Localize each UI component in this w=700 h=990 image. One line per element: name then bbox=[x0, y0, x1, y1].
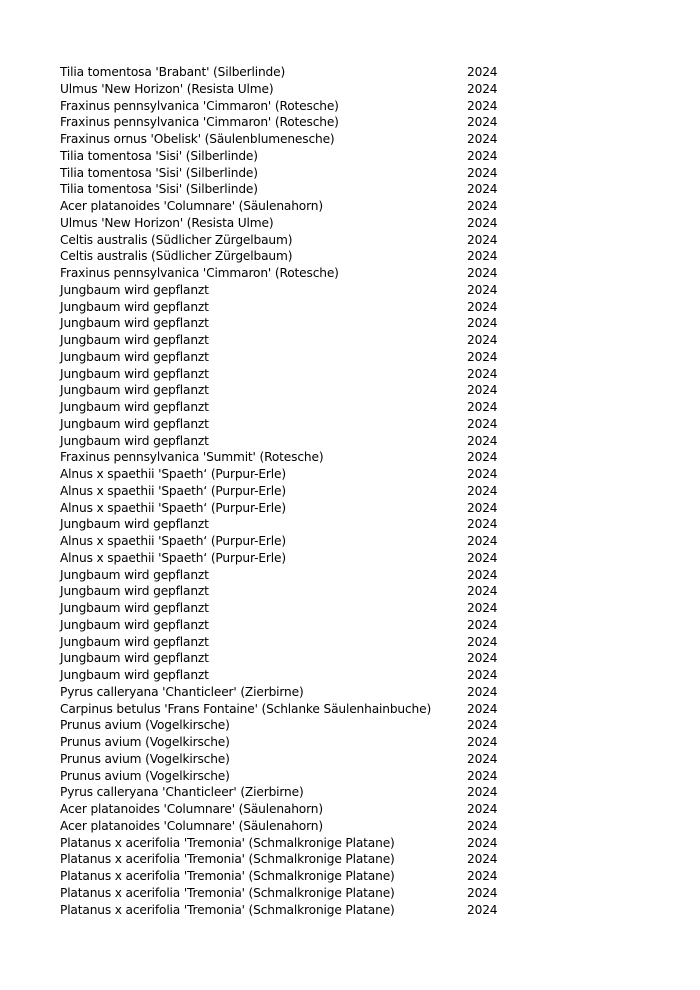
tree-species-cell: Platanus x acerifolia 'Tremonia' (Schmalkronige Platane) bbox=[60, 852, 395, 867]
table-row bbox=[60, 299, 520, 316]
planting-year-cell: 2024 bbox=[467, 567, 498, 582]
table-row bbox=[60, 215, 520, 232]
tree-species-cell: Jungbaum wird gepflanzt bbox=[60, 584, 209, 599]
tree-species-cell: Jungbaum wird gepflanzt bbox=[60, 668, 209, 682]
planting-year-cell: 2024 bbox=[467, 869, 498, 883]
table-row bbox=[60, 701, 520, 718]
planting-year-cell: 2024 bbox=[467, 416, 498, 431]
planting-year-cell: 2024 bbox=[467, 885, 498, 900]
table-row bbox=[60, 181, 520, 198]
planting-year-cell: 2024 bbox=[467, 433, 498, 448]
planting-year-cell: 2024 bbox=[467, 383, 498, 398]
table-row bbox=[60, 483, 520, 500]
planting-year-cell: 2024 bbox=[467, 550, 498, 565]
planting-year-cell: 2024 bbox=[467, 617, 498, 632]
tree-species-cell: Fraxinus pennsylvanica 'Cimmaron' (Rotesche) bbox=[60, 266, 339, 280]
table-row bbox=[60, 198, 520, 215]
table-row bbox=[60, 818, 520, 835]
table-row bbox=[60, 148, 520, 165]
tree-species-cell: Jungbaum wird gepflanzt bbox=[60, 282, 209, 297]
tree-species-cell: Alnus x spaethii 'Spaeth‘ (Purpur-Erle) bbox=[60, 550, 286, 565]
table-row bbox=[60, 399, 520, 416]
planting-year-cell: 2024 bbox=[467, 349, 498, 364]
table-row bbox=[60, 315, 520, 332]
table-row bbox=[60, 248, 520, 265]
tree-species-cell: Ulmus 'New Horizon' (Resista Ulme) bbox=[60, 215, 274, 230]
planting-year-cell: 2024 bbox=[467, 802, 498, 816]
table-row bbox=[60, 868, 520, 885]
planting-year-cell: 2024 bbox=[467, 768, 498, 783]
planting-year-cell: 2024 bbox=[467, 65, 498, 79]
planting-year-cell: 2024 bbox=[467, 232, 498, 247]
tree-species-cell: Jungbaum wird gepflanzt bbox=[60, 316, 209, 331]
planting-year-cell: 2024 bbox=[467, 534, 498, 548]
tree-species-cell: Jungbaum wird gepflanzt bbox=[60, 383, 209, 398]
tree-species-cell: Pyrus calleryana 'Chanticleer' (Zierbirne) bbox=[60, 684, 304, 699]
tree-species-cell: Alnus x spaethii 'Spaeth‘ (Purpur-Erle) bbox=[60, 483, 286, 498]
tree-species-cell: Jungbaum wird gepflanzt bbox=[60, 617, 209, 632]
tree-species-cell: Jungbaum wird gepflanzt bbox=[60, 651, 209, 666]
planting-year-cell: 2024 bbox=[467, 366, 498, 381]
table-row bbox=[60, 583, 520, 600]
tree-planting-table bbox=[60, 64, 520, 918]
table-row bbox=[60, 416, 520, 433]
planting-year-cell: 2024 bbox=[467, 132, 498, 146]
tree-species-cell: Fraxinus ornus 'Obelisk' (Säulenblumenesche) bbox=[60, 132, 335, 146]
tree-species-cell: Jungbaum wird gepflanzt bbox=[60, 416, 209, 431]
table-row bbox=[60, 902, 520, 919]
tree-species-cell: Tilia tomentosa 'Brabant' (Silberlinde) bbox=[60, 65, 286, 79]
tree-species-cell: Jungbaum wird gepflanzt bbox=[60, 349, 209, 364]
table-row bbox=[60, 835, 520, 852]
planting-year-cell: 2024 bbox=[467, 818, 498, 833]
tree-species-cell: Tilia tomentosa 'Sisi' (Silberlinde) bbox=[60, 165, 258, 180]
table-row bbox=[60, 885, 520, 902]
tree-species-cell: Ulmus 'New Horizon' (Resista Ulme) bbox=[60, 81, 274, 96]
table-row bbox=[60, 667, 520, 684]
tree-species-cell: Tilia tomentosa 'Sisi' (Silberlinde) bbox=[60, 182, 258, 197]
table-row bbox=[60, 165, 520, 182]
planting-year-cell: 2024 bbox=[467, 282, 498, 297]
table-row bbox=[60, 784, 520, 801]
table-row bbox=[60, 332, 520, 349]
planting-year-cell: 2024 bbox=[467, 584, 498, 599]
planting-year-cell: 2024 bbox=[467, 601, 498, 615]
tree-species-cell: Jungbaum wird gepflanzt bbox=[60, 433, 209, 448]
tree-species-cell: Acer platanoides 'Columnare' (Säulenahorn) bbox=[60, 818, 323, 833]
table-row bbox=[60, 751, 520, 768]
table-row bbox=[60, 349, 520, 366]
tree-species-cell: Jungbaum wird gepflanzt bbox=[60, 517, 209, 532]
tree-species-cell: Celtis australis (Südlicher Zürgelbaum) bbox=[60, 232, 293, 247]
table-row bbox=[60, 617, 520, 634]
tree-species-cell: Jungbaum wird gepflanzt bbox=[60, 400, 209, 414]
table-row bbox=[60, 232, 520, 249]
table-row bbox=[60, 768, 520, 785]
planting-year-cell: 2024 bbox=[467, 517, 498, 532]
tree-species-cell: Alnus x spaethii 'Spaeth‘ (Purpur-Erle) bbox=[60, 534, 286, 548]
table-row bbox=[60, 851, 520, 868]
table-row bbox=[60, 131, 520, 148]
table-row bbox=[60, 600, 520, 617]
tree-species-cell: Fraxinus pennsylvanica 'Summit' (Rotesche) bbox=[60, 450, 324, 465]
tree-species-cell: Jungbaum wird gepflanzt bbox=[60, 299, 209, 314]
planting-year-cell: 2024 bbox=[467, 701, 498, 716]
table-row bbox=[60, 533, 520, 550]
planting-year-cell: 2024 bbox=[467, 165, 498, 180]
planting-year-cell: 2024 bbox=[467, 333, 498, 347]
planting-year-cell: 2024 bbox=[467, 450, 498, 465]
table-row bbox=[60, 98, 520, 115]
planting-year-cell: 2024 bbox=[467, 299, 498, 314]
table-row bbox=[60, 516, 520, 533]
tree-species-cell: Fraxinus pennsylvanica 'Cimmaron' (Rotesche) bbox=[60, 115, 339, 130]
planting-year-cell: 2024 bbox=[467, 98, 498, 113]
table-row bbox=[60, 81, 520, 98]
table-row bbox=[60, 466, 520, 483]
planting-year-cell: 2024 bbox=[467, 651, 498, 666]
table-row bbox=[60, 801, 520, 818]
planting-year-cell: 2024 bbox=[467, 148, 498, 163]
tree-species-cell: Alnus x spaethii 'Spaeth‘ (Purpur-Erle) bbox=[60, 500, 286, 515]
tree-species-cell: Jungbaum wird gepflanzt bbox=[60, 634, 209, 649]
tree-species-cell: Platanus x acerifolia 'Tremonia' (Schmalkronige Platane) bbox=[60, 902, 395, 917]
planting-year-cell: 2024 bbox=[467, 751, 498, 766]
tree-species-cell: Celtis australis (Südlicher Zürgelbaum) bbox=[60, 249, 293, 264]
planting-year-cell: 2024 bbox=[467, 215, 498, 230]
table-row bbox=[60, 684, 520, 701]
tree-species-cell: Alnus x spaethii 'Spaeth‘ (Purpur-Erle) bbox=[60, 467, 286, 481]
tree-species-cell: Jungbaum wird gepflanzt bbox=[60, 333, 209, 347]
table-row bbox=[60, 282, 520, 299]
tree-species-cell: Jungbaum wird gepflanzt bbox=[60, 601, 209, 615]
planting-year-cell: 2024 bbox=[467, 718, 498, 733]
tree-species-cell: Fraxinus pennsylvanica 'Cimmaron' (Rotesche) bbox=[60, 98, 339, 113]
tree-species-cell: Tilia tomentosa 'Sisi' (Silberlinde) bbox=[60, 148, 258, 163]
table-row bbox=[60, 550, 520, 567]
tree-species-cell: Platanus x acerifolia 'Tremonia' (Schmalkronige Platane) bbox=[60, 869, 395, 883]
planting-year-cell: 2024 bbox=[467, 500, 498, 515]
planting-year-cell: 2024 bbox=[467, 902, 498, 917]
tree-species-cell: Platanus x acerifolia 'Tremonia' (Schmalkronige Platane) bbox=[60, 835, 395, 850]
table-row bbox=[60, 567, 520, 584]
planting-year-cell: 2024 bbox=[467, 400, 498, 414]
table-row bbox=[60, 64, 520, 81]
tree-species-cell: Acer platanoides 'Columnare' (Säulenahorn) bbox=[60, 802, 323, 816]
table-row bbox=[60, 265, 520, 282]
planting-year-cell: 2024 bbox=[467, 81, 498, 96]
planting-year-cell: 2024 bbox=[467, 266, 498, 280]
planting-year-cell: 2024 bbox=[467, 668, 498, 682]
planting-year-cell: 2024 bbox=[467, 316, 498, 331]
tree-species-cell: Prunus avium (Vogelkirsche) bbox=[60, 751, 230, 766]
planting-year-cell: 2024 bbox=[467, 199, 498, 213]
table-row bbox=[60, 366, 520, 383]
planting-year-cell: 2024 bbox=[467, 115, 498, 130]
tree-species-cell: Prunus avium (Vogelkirsche) bbox=[60, 718, 230, 733]
planting-year-cell: 2024 bbox=[467, 249, 498, 264]
table-row bbox=[60, 114, 520, 131]
planting-year-cell: 2024 bbox=[467, 467, 498, 481]
planting-year-cell: 2024 bbox=[467, 182, 498, 197]
tree-species-cell: Prunus avium (Vogelkirsche) bbox=[60, 735, 230, 749]
planting-year-cell: 2024 bbox=[467, 634, 498, 649]
planting-year-cell: 2024 bbox=[467, 835, 498, 850]
table-row bbox=[60, 449, 520, 466]
planting-year-cell: 2024 bbox=[467, 785, 498, 800]
planting-year-cell: 2024 bbox=[467, 735, 498, 749]
planting-year-cell: 2024 bbox=[467, 684, 498, 699]
tree-species-cell: Prunus avium (Vogelkirsche) bbox=[60, 768, 230, 783]
table-row bbox=[60, 433, 520, 450]
table-row bbox=[60, 717, 520, 734]
planting-year-cell: 2024 bbox=[467, 852, 498, 867]
tree-species-cell: Platanus x acerifolia 'Tremonia' (Schmalkronige Platane) bbox=[60, 885, 395, 900]
table-row bbox=[60, 634, 520, 651]
tree-species-cell: Carpinus betulus 'Frans Fontaine' (Schlanke Säulenhainbuche) bbox=[60, 701, 432, 716]
table-row bbox=[60, 500, 520, 517]
planting-year-cell: 2024 bbox=[467, 483, 498, 498]
tree-species-cell: Jungbaum wird gepflanzt bbox=[60, 366, 209, 381]
table-row bbox=[60, 734, 520, 751]
table-row bbox=[60, 382, 520, 399]
tree-species-cell: Acer platanoides 'Columnare' (Säulenahorn) bbox=[60, 199, 323, 213]
tree-species-cell: Pyrus calleryana 'Chanticleer' (Zierbirne) bbox=[60, 785, 304, 800]
tree-species-cell: Jungbaum wird gepflanzt bbox=[60, 567, 209, 582]
table-row bbox=[60, 650, 520, 667]
